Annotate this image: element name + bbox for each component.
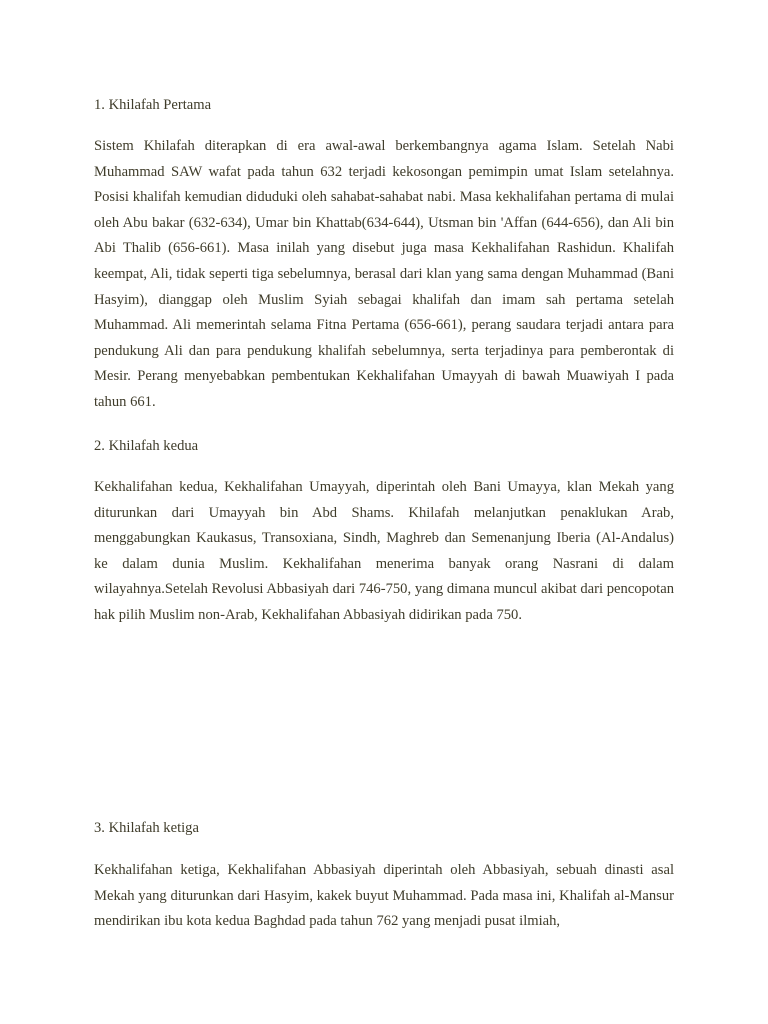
section-heading-1: 1. Khilafah Pertama xyxy=(94,97,212,113)
section-heading-2: 2. Khilafah kedua xyxy=(94,438,199,454)
section-paragraph-2: Kekhalifahan kedua, Kekhalifahan Umayyah, diperintah oleh Bani Umayya, klan Mekah yang diturunkan dari Umayyah bin Abd Shams. Khilafah melanjutkan penaklukan Arab, menggabungkan Kaukasus, Transoxiana, Sindh, Maghreb dan Semenanjung Iberia (Al-Andalus) ke dalam dunia Muslim. Kekhalifahan menerima banyak orang Nasrani di dalam wilayahnya.Setelah Revolusi Abbasiyah dari 746-750, yang dimana muncul akibat dari pencopotan hak pilih Muslim non-Arab, Kekhalifahan Abbasiyah didirikan pada 750. xyxy=(94,479,674,623)
section-paragraph-1: Sistem Khilafah diterapkan di era awal-awal berkembangnya agama Islam. Setelah Nabi Muhammad SAW wafat pada tahun 632 terjadi kekosongan pemimpin umat Islam setelahnya. Posisi khalifah kemudian diduduki oleh sahabat-sahabat nabi. Masa kekhalifahan pertama di mulai oleh Abu bakar (632-634), Umar bin Khattab(634-644), Utsman bin 'Affan (644-656), dan Ali bin Abi Thalib (656-661). Masa inilah yang disebut juga masa Kekhalifahan Rashidun. Khalifah keempat, Ali, tidak seperti tiga sebelumnya, berasal dari klan yang sama dengan Muhammad (Bani Hasyim), dianggap oleh Muslim Syiah sebagai khalifah dan imam sah pertama setelah Muhammad. Ali memerintah selama Fitna Pertama (656-661), perang saudara terjadi antara para pendukung Ali dan para pendukung khalifah sebelumnya, serta terjadinya para pemberontak di Mesir. Perang menyebabkan pembentukan Kekhalifahan Umayyah di bawah Muawiyah I pada tahun 661. xyxy=(94,138,674,410)
section-paragraph-3: Kekhalifahan ketiga, Kekhalifahan Abbasiyah diperintah oleh Abbasiyah, sebuah dinasti asal Mekah yang diturunkan dari Hasyim, kakek buyut Muhammad. Pada masa ini, Khalifah al-Mansur mendirikan ibu kota kedua Baghdad pada tahun 762 yang menjadi pusat ilmiah, xyxy=(94,862,674,930)
section-heading-3: 3. Khilafah ketiga xyxy=(94,820,199,836)
